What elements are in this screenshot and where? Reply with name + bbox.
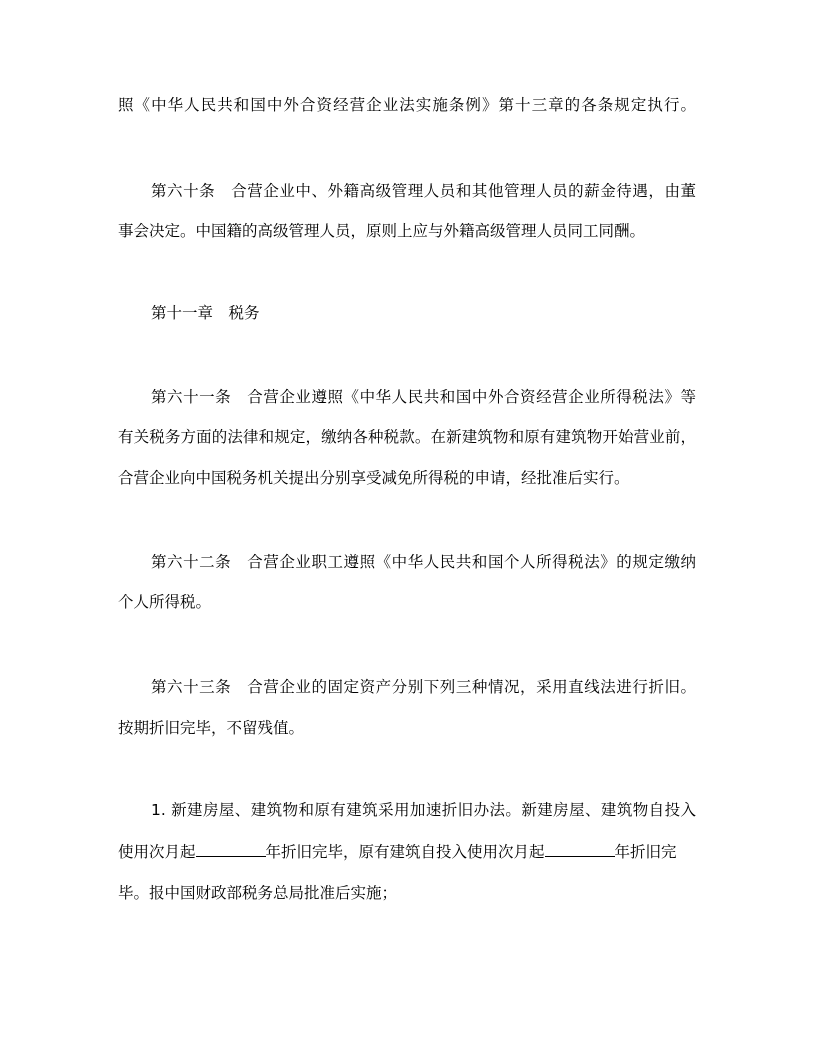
fill-in-blank-years-new[interactable] xyxy=(196,842,266,857)
chapter-11-heading: 第十一章 税务 xyxy=(151,304,260,322)
fill-in-blank-years-existing[interactable] xyxy=(545,842,615,857)
article-60-line-1: 第六十条 合营企业中、外籍高级管理人员和其他管理人员的薪金待遇，由董 xyxy=(151,182,696,200)
article-63-line-1: 第六十三条 合营企业的固定资产分别下列三种情况，采用直线法进行折旧。 xyxy=(151,678,696,696)
paragraph-continuation: 照《中华人民共和国中外合资经营企业法实施条例》第十三章的各条规定执行。 xyxy=(118,96,696,114)
item-1-line-1: 1. 新建房屋、建筑物和原有建筑采用加速折旧办法。新建房屋、建筑物自投入 xyxy=(151,801,696,819)
article-61-line-2: 有关税务方面的法律和规定，缴纳各种税款。在新建筑物和原有建筑物开始营业前， xyxy=(118,428,696,446)
item-1-line-2-part-a: 使用次月起 xyxy=(118,843,196,861)
article-61-line-3: 合营企业向中国税务机关提出分别享受减免所得税的申请，经批准后实行。 xyxy=(118,469,630,487)
article-60-line-2: 事会决定。中国籍的高级管理人员，原则上应与外籍高级管理人员同工同酬。 xyxy=(118,222,646,240)
article-63-line-2: 按期折旧完毕，不留残值。 xyxy=(118,719,305,737)
article-62-line-1: 第六十二条 合营企业职工遵照《中华人民共和国个人所得税法》的规定缴纳 xyxy=(151,553,696,571)
item-1-line-2-part-b: 年折旧完毕，原有建筑自投入使用次月起 xyxy=(265,843,545,861)
item-1-line-3: 毕。报中国财政部税务总局批准后实施； xyxy=(118,884,398,902)
item-1-line-2-part-c: 年折旧完 xyxy=(614,843,677,861)
article-62-line-2: 个人所得税。 xyxy=(118,593,212,611)
item-1-line-2 xyxy=(118,842,677,862)
article-61-line-1: 第六十一条 合营企业遵照《中华人民共和国中外合资经营企业所得税法》等 xyxy=(151,388,696,406)
